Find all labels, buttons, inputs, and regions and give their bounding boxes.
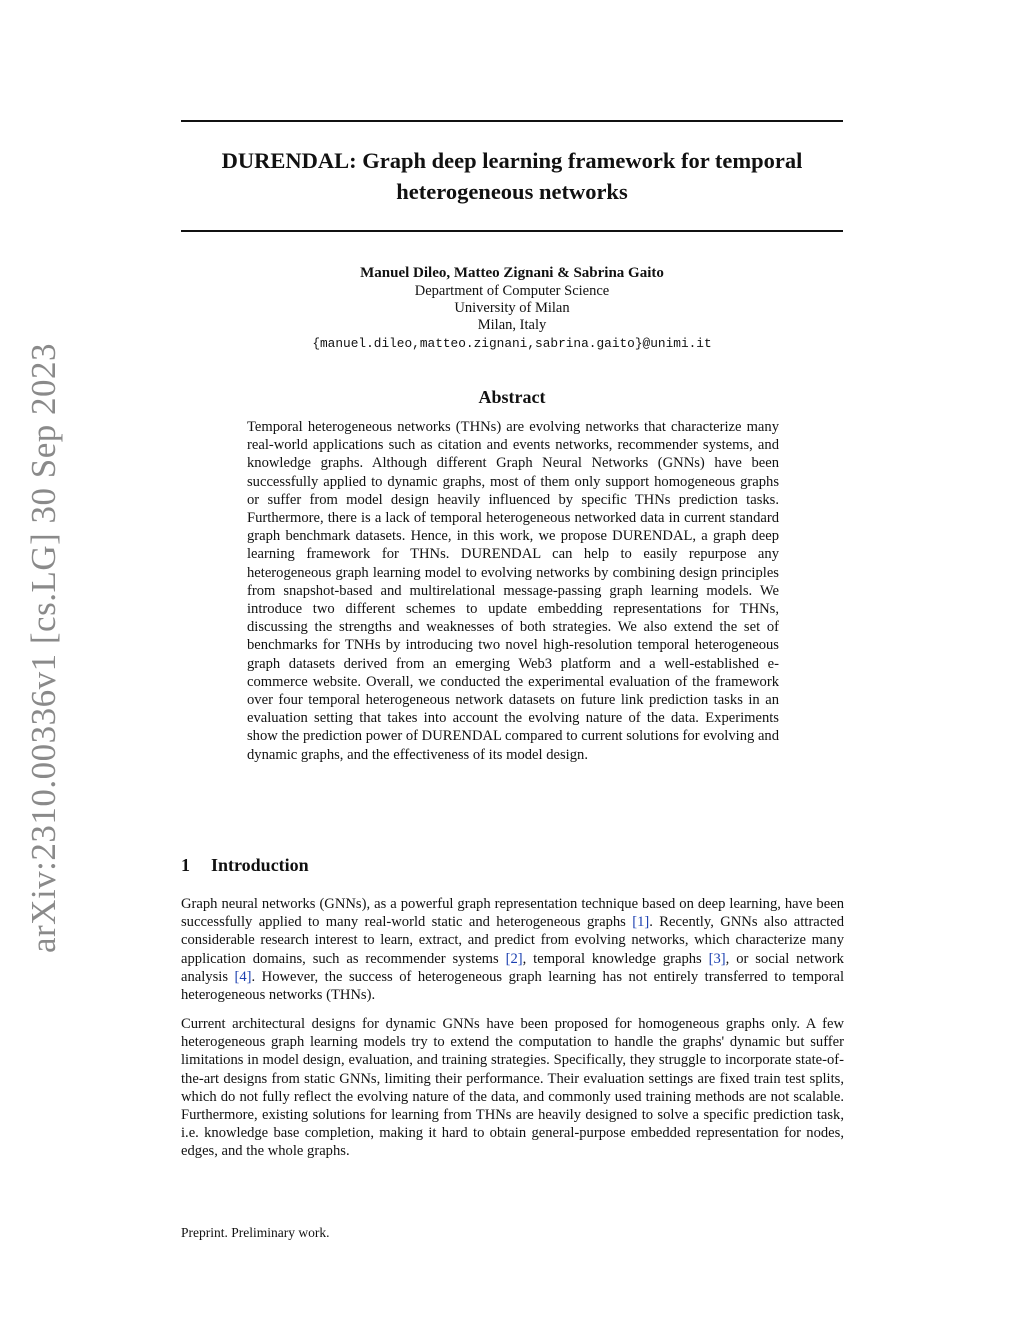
author-names: Manuel Dileo, Matteo Zignani & Sabrina Gaito [360, 265, 664, 281]
section-heading-introduction [181, 854, 309, 876]
author-location: Milan, Italy [477, 317, 547, 333]
section-number: 1 [181, 855, 190, 875]
arxiv-stamp: arXiv:2310.00336v1 [cs.LG] 30 Sep 2023 [24, 342, 63, 954]
p1-text-5: . However, the success of heterogeneous graph learning has not entirely transferred to temporal heterogeneous networks (THNs). [181, 968, 844, 1004]
title-top-rule [181, 120, 843, 122]
title-line-2: heterogeneous networks [396, 179, 628, 204]
intro-paragraph-1 [181, 895, 844, 1004]
author-email: {manuel.dileo,matteo.zignani,sabrina.gaito}@unimi.it [312, 336, 712, 351]
author-department: Department of Computer Science [414, 283, 610, 299]
citation-link[interactable]: [3] [708, 950, 726, 967]
citation-link[interactable]: [1] [632, 914, 650, 931]
intro-paragraph-2: Current architectural designs for dynamic GNNs have been proposed for homogeneous graphs only. A few heterogeneous graph learning models try to extend the computation to handle the graphs' dynamic but suffer limitations in model design, evaluation, and training strategies. Specifically, they struggle to incorporate state-of-the-art designs from static GNNs, limiting their performance. Their evaluation settings are fixed train test splits, which do not fully reflect the evolving nature of the data, and commonly used training methods are not scalable. Furthermore, existing solutions for learning from THNs are heavily designed to solve a specific prediction task, i.e. knowledge base completion, making it hard to obtain general-purpose embedded representation for nodes, edges, and the whole graphs. [181, 1016, 844, 1160]
citation-link[interactable]: [4] [234, 968, 252, 985]
abstract-heading: Abstract [478, 387, 546, 407]
citation-link[interactable]: [2] [505, 950, 523, 967]
preprint-footer: Preprint. Preliminary work. [181, 1225, 330, 1240]
paper-title [181, 145, 843, 207]
author-university: University of Milan [454, 300, 570, 316]
p1-text-2: . Recently, GNNs also attracted considerable research interest to learn, extract, and predict from evolving networks, which characterize many application domains, such as recommender systems [181, 914, 844, 967]
title-bottom-rule [181, 230, 843, 232]
abstract-text: Temporal heterogeneous networks (THNs) are evolving networks that characterize many real-world applications such as citation and events networks, recommender systems, and knowledge graphs. Although different Graph Neural Networks (GNNs) have been successfully applied to dynamic graphs, most of them only support homogeneous graphs or suffer from model design heavily influenced by specific THNs prediction tasks. Furthermore, there is a lack of temporal heterogeneous networked data in current standard graph benchmark datasets. Hence, in this work, we propose DURENDAL, a graph deep learning framework for THNs. DURENDAL can help to easily repurpose any heterogeneous graph learning model to evolving networks by combining design principles from snapshot-based and multirelational message-passing graph learning models. We introduce two different schemes to update embedding representations for THNs, discussing the strengths and weaknesses of both strategies. We also extend the set of benchmarks for TNHs by introducing two novel high-resolution temporal heterogeneous graph datasets derived from an emerging Web3 platform and a well-established e-commerce website. Overall, we conducted the experimental evaluation of the framework over four temporal heterogeneous network datasets on future link prediction tasks in an evaluation setting that takes into account the evolving nature of the data. Experiments show the prediction power of DURENDAL compared to current solutions for evolving and dynamic graphs, and the effectiveness of its model design. [247, 419, 780, 763]
title-line-1: DURENDAL: Graph deep learning framework for temporal [221, 148, 803, 173]
p1-text-4: , or social network analysis [181, 950, 844, 985]
author-block [181, 265, 843, 352]
p1-text-3: , temporal knowledge graphs [522, 950, 709, 967]
p1-text-1: Graph neural networks (GNNs), as a powerful graph representation technique based on deep learning, have been successfully applied to many real-world static and heterogeneous graphs [181, 896, 844, 931]
section-title: Introduction [211, 855, 309, 875]
